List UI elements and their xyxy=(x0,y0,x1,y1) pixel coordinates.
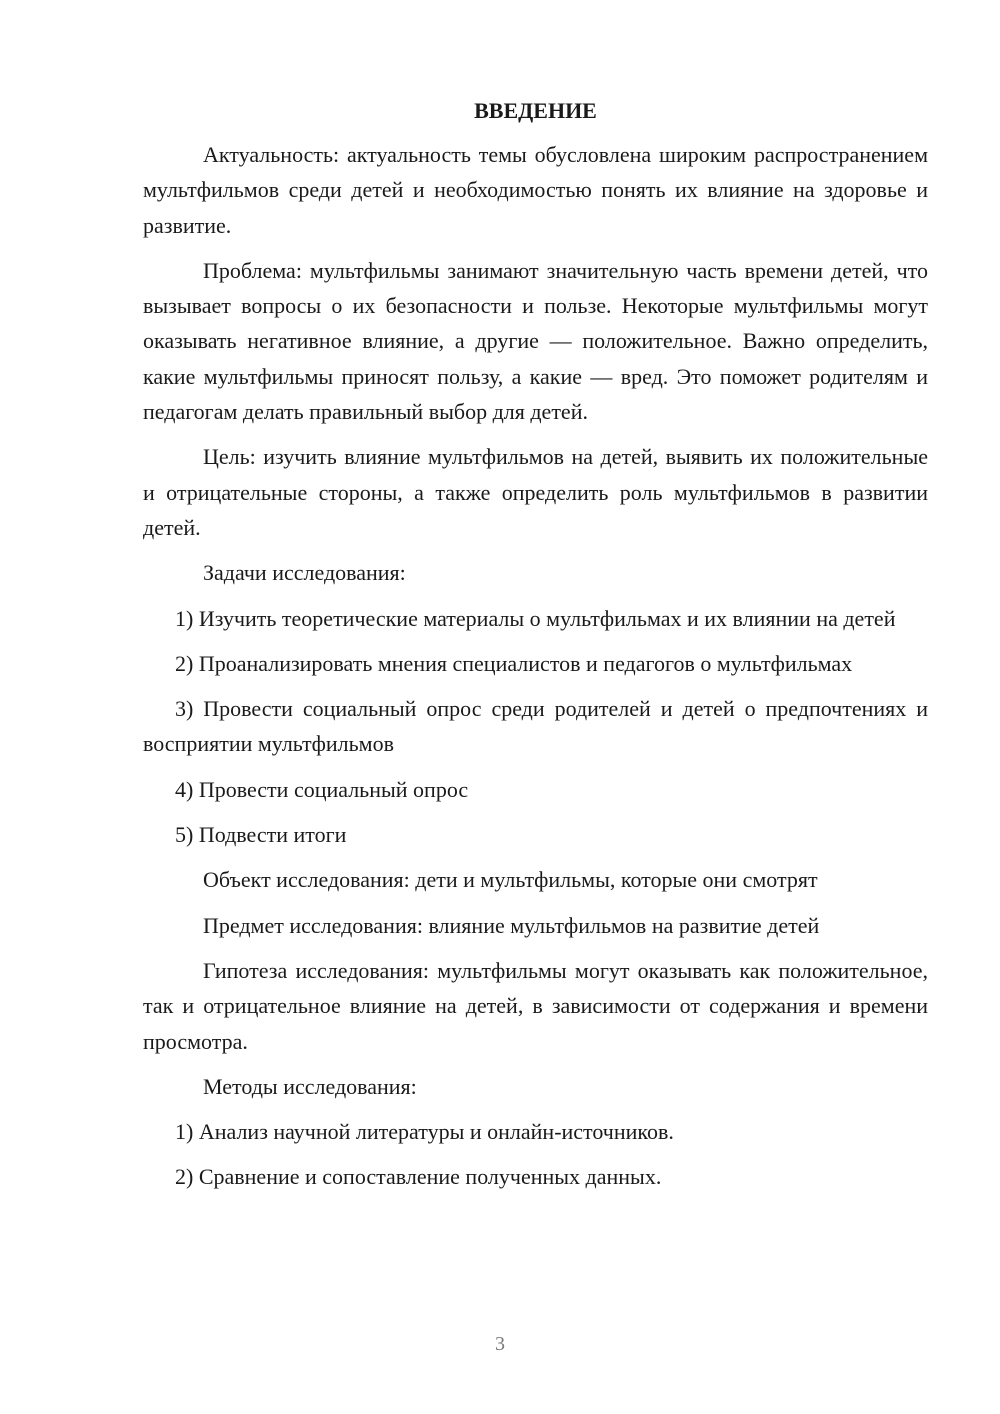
methods-heading: Методы исследования: xyxy=(203,1073,417,1099)
goal-paragraph: Цель: изучить влияние мультфильмов на детей, выявить их положительные и отрицательные стороны, а также определить роль мультфильмов в развитии детей. xyxy=(143,444,928,540)
task-item-4: 4) Провести социальный опрос xyxy=(175,776,469,802)
method-item-2: 2) Сравнение и сопоставление полученных данных. xyxy=(175,1164,662,1190)
method-item-1: 1) Анализ научной литературы и онлайн-источников. xyxy=(175,1119,674,1145)
object-paragraph: Объект исследования: дети и мультфильмы, которые они смотрят xyxy=(203,867,818,893)
tasks-heading: Задачи исследования: xyxy=(203,560,406,586)
task-item-2: 2) Проанализировать мнения специалистов и педагогов о мультфильмах xyxy=(175,650,853,676)
page-number: 3 xyxy=(495,1333,505,1355)
document-heading: ВВЕДЕНИЕ xyxy=(474,98,597,123)
relevance-paragraph: Актуальность: актуальность темы обусловлена широким распространением мультфильмов среди детей и необходимостью понять их влияние на здоровье и развитие. xyxy=(143,142,928,238)
hypothesis-paragraph: Гипотеза исследования: мультфильмы могут оказывать как положительное, так и отрицательное влияние на детей, в зависимости от содержания и времени просмотра. xyxy=(143,957,928,1054)
document-page xyxy=(143,94,928,1205)
problem-paragraph: Проблема: мультфильмы занимают значительную часть времени детей, что вызывает вопросы о их безопасности и пользе. Некоторые мультфильмы могут оказывать негативное влияние, а другие — положительное. Важно определить, какие мультфильмы приносят пользу, а какие — вред. Это поможет родителям и педагогам делать правильный выбор для детей. xyxy=(143,257,928,425)
task-item-5: 5) Подвести итоги xyxy=(175,822,347,848)
subject-paragraph: Предмет исследования: влияние мультфильмов на развитие детей xyxy=(203,912,820,938)
task-item-1: 1) Изучить теоретические материалы о мультфильмах и их влиянии на детей xyxy=(175,605,896,631)
task-item-3: 3) Провести социальный опрос среди родителей и детей о предпочтениях и восприятии мультфильмов xyxy=(143,696,928,757)
